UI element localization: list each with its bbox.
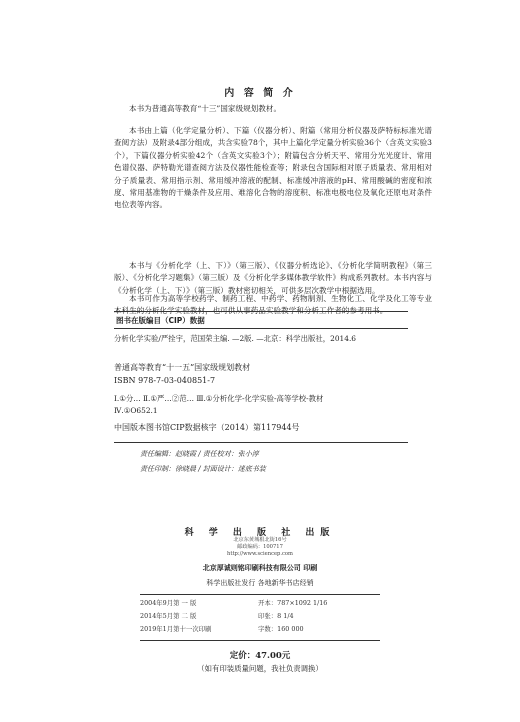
- intro-paragraph: 本书为普通高等教育“十三”国家级规划教材。: [129, 104, 282, 113]
- edition-spec: 字数：160 000: [258, 625, 304, 633]
- cip-isbn-line: ISBN 978-7-03-040851-7: [114, 376, 216, 385]
- divider: [114, 328, 408, 329]
- distributor-line: 科学出版社发行 各地新华书店经销: [206, 579, 314, 587]
- publisher-name: 科 学 出 版 社 出版: [184, 528, 336, 538]
- printer-line: 北京厚诚则铭印刷科技有限公司 印刷: [202, 563, 318, 572]
- intro-paragraph: 本书可作为高等学校药学、制药工程、中药学、药物制剂、生物化工、化学及化工等专业本科生的分析化学实验教材，也可供从事药品实验教学和分析工作者的参考用书。: [114, 294, 432, 316]
- edition-spec: 印张：8 1/4: [258, 612, 294, 620]
- publisher-postal: 邮政编码：100717: [237, 544, 283, 550]
- cip-record-line: 分析化学实验/严拴宇，范国荣主编. —2版. —北京：科学出版社，2014.6: [114, 334, 356, 343]
- cip-series-line: 普通高等教育“十一五”国家级规划教材: [114, 363, 251, 372]
- edition-date: 2019年1月第十一次印刷: [140, 625, 212, 633]
- divider: [114, 311, 408, 312]
- cip-classification-line: Ⅰ.①分… Ⅱ.①严…②范… Ⅲ.①分析化学-化学实验-高等学校-教材: [114, 394, 324, 403]
- cip-classification-line: Ⅳ.①O652.1: [114, 406, 158, 415]
- price-label: 定价：47.00元: [229, 651, 291, 661]
- intro-paragraph: 本书与《分析化学（上、下）》（第三版）、《仪器分析选论》、《分析化学简明教程》（第三版）、《分析化学习题集》（第三版）及《分析化学多媒体教学软件》构成系列教材。本书内容与《分析化学（上、下）》（第三版）教材密切相关，可供多层次教学中根据选用。: [114, 261, 432, 295]
- divider: [140, 594, 380, 595]
- edition-date: 2004年9月第 一 版: [140, 599, 197, 607]
- credits-line: 责任编辑：赵晓霞 / 责任校对：张小淳: [140, 450, 259, 458]
- divider: [140, 640, 380, 641]
- edition-date: 2014年5月第 二 版: [140, 612, 197, 620]
- quality-notice: （如有印装质量问题，我社负责调换）: [197, 664, 323, 673]
- divider: [114, 442, 408, 443]
- cip-heading: 图书在版编目（CIP）数据: [116, 316, 205, 325]
- page-title: 内 容 简 介: [224, 88, 296, 99]
- credits-line: 责任印制：徐晓晨 / 封面设计：迷底书装: [140, 465, 266, 473]
- publisher-address: 北京东黄城根北街16号: [233, 537, 287, 543]
- intro-paragraph: 本书由上篇（化学定量分析）、下篇（仪器分析）、附篇（常用分析仪器及萨特标标准光谱查阅方法）及附录4部分组成，共含实验78个，其中上篇化学定量分析实验36个（含英文实验3个），下篇仪器分析实验42个（含英文实验3个）；附篇包含分析天平、常用分光光度计、常用色谱仪器、萨特勒光谱查阅方法及仪器性能检查等；附录包含国际相对原子质量表、常用相对分子质量表、常用指示剂、常用缓冲溶液的配制、标准缓冲溶液的pH、常用酸碱的密度和浓度、常用基准物的干燥条件及应用、难溶化合物的溶度积、标准电极电位及氧化还原电对条件电位表等内容。: [114, 126, 432, 210]
- edition-spec: 开本：787×1092 1/16: [258, 599, 328, 607]
- cip-number-line: 中国版本图书馆CIP数据核字（2014）第117944号: [114, 423, 300, 432]
- publisher-url: http://www.sciencep.com: [227, 551, 293, 557]
